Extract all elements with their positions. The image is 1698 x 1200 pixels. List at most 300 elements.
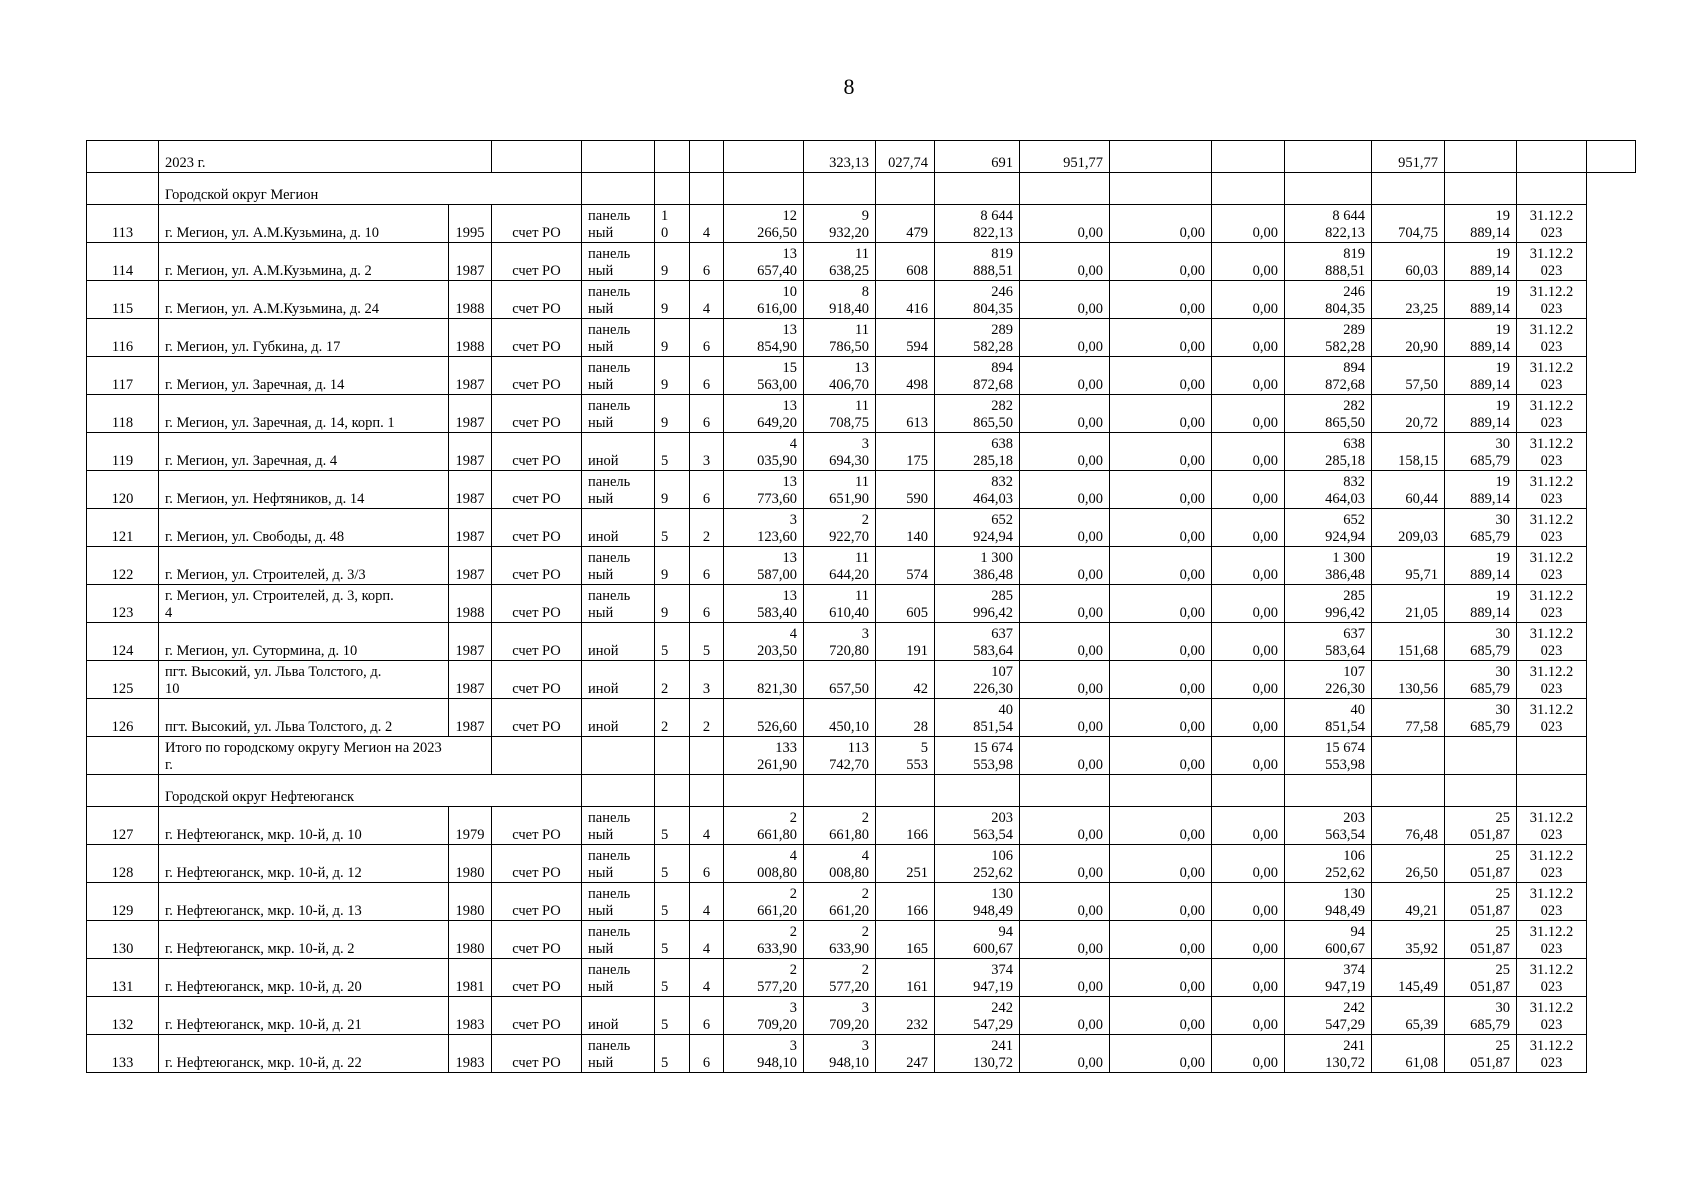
address-cell: г. Нефтеюганск, мкр. 10-й, д. 21 bbox=[159, 997, 449, 1035]
completion-date-cell: 31.12.2 023 bbox=[1517, 319, 1587, 357]
year-cell: 1987 bbox=[449, 661, 492, 699]
specific-cost-cell: 704,75 bbox=[1372, 205, 1445, 243]
funding-source-cell: счет РО bbox=[492, 433, 582, 471]
continuation-label: 2023 г. bbox=[159, 141, 492, 173]
specific-cost-cell: 65,39 bbox=[1372, 997, 1445, 1035]
cost-total-cell: 1 300 386,48 bbox=[935, 547, 1020, 585]
fund-cell: 0,00 bbox=[1020, 319, 1110, 357]
wall-material-cell: панель ный bbox=[582, 395, 655, 433]
floors-cell: 9 bbox=[655, 395, 690, 433]
empty-cell bbox=[582, 775, 655, 807]
row-number: 129 bbox=[87, 883, 159, 921]
wall-material-cell: панель ный bbox=[582, 585, 655, 623]
completion-date-cell: 31.12.2 023 bbox=[1517, 281, 1587, 319]
residents-cell: 166 bbox=[876, 883, 935, 921]
fund-cell: 0,00 bbox=[1020, 205, 1110, 243]
address-cell: г. Мегион, ул. Нефтяников, д. 14 bbox=[159, 471, 449, 509]
fund-cell: 0,00 bbox=[1020, 997, 1110, 1035]
year-cell: 1987 bbox=[449, 623, 492, 661]
empty-cell bbox=[655, 173, 690, 205]
entrances-cell: 2 bbox=[690, 509, 724, 547]
fund-cell: 0,00 bbox=[1212, 471, 1285, 509]
empty-cell bbox=[690, 737, 724, 775]
total-area-cell: 4 008,80 bbox=[724, 845, 804, 883]
owners-funds-cell: 40 851,54 bbox=[1285, 699, 1372, 737]
fund-cell: 0,00 bbox=[1110, 921, 1212, 959]
fund-cell: 0,00 bbox=[1110, 845, 1212, 883]
wall-material-cell: панель ный bbox=[582, 921, 655, 959]
floors-cell: 5 bbox=[655, 807, 690, 845]
fund-cell: 0,00 bbox=[1020, 661, 1110, 699]
floors-cell: 9 bbox=[655, 547, 690, 585]
fund-cell: 0,00 bbox=[1110, 395, 1212, 433]
row-number: 132 bbox=[87, 997, 159, 1035]
entrances-cell: 4 bbox=[690, 959, 724, 997]
table-row bbox=[87, 395, 1636, 433]
empty-cell bbox=[724, 173, 804, 205]
fund-cell: 0,00 bbox=[1212, 585, 1285, 623]
fund-cell: 0,00 bbox=[1020, 1035, 1110, 1073]
funding-source-cell: счет РО bbox=[492, 395, 582, 433]
address-cell: г. Мегион, ул. А.М.Кузьмина, д. 2 bbox=[159, 243, 449, 281]
empty-cell bbox=[935, 173, 1020, 205]
total-area-cell: 3 948,10 bbox=[724, 1035, 804, 1073]
row-number: 113 bbox=[87, 205, 159, 243]
fund-cell: 0,00 bbox=[1110, 883, 1212, 921]
fund-cell: 0,00 bbox=[1020, 281, 1110, 319]
funding-source-cell: счет РО bbox=[492, 243, 582, 281]
cost-limit-cell: 19 889,14 bbox=[1445, 205, 1517, 243]
fund-cell: 0,00 bbox=[1212, 737, 1285, 775]
fund-cell: 0,00 bbox=[1020, 243, 1110, 281]
cost-limit-cell: 25 051,87 bbox=[1445, 807, 1517, 845]
funding-source-cell: счет РО bbox=[492, 997, 582, 1035]
living-area-cell: 11 708,75 bbox=[804, 395, 876, 433]
address-cell: г. Мегион, ул. Строителей, д. 3/3 bbox=[159, 547, 449, 585]
entrances-cell: 3 bbox=[690, 661, 724, 699]
wall-material-cell: панель ный bbox=[582, 319, 655, 357]
year-cell: 1987 bbox=[449, 395, 492, 433]
total-area-cell: 3 123,60 bbox=[724, 509, 804, 547]
funding-source-cell: счет РО bbox=[492, 319, 582, 357]
fund-cell: 0,00 bbox=[1020, 699, 1110, 737]
continuation-cell: 027,74 bbox=[876, 141, 935, 173]
floors-cell: 9 bbox=[655, 281, 690, 319]
entrances-cell: 4 bbox=[690, 807, 724, 845]
address-cell: г. Мегион, ул. Свободы, д. 48 bbox=[159, 509, 449, 547]
address-cell: г. Нефтеюганск, мкр. 10-й, д. 12 bbox=[159, 845, 449, 883]
total-area-cell: 2 577,20 bbox=[724, 959, 804, 997]
total-area-cell: 4 035,90 bbox=[724, 433, 804, 471]
fund-cell: 0,00 bbox=[1212, 509, 1285, 547]
cost-limit-cell: 30 685,79 bbox=[1445, 661, 1517, 699]
living-area-cell: 11 638,25 bbox=[804, 243, 876, 281]
residents-cell: 161 bbox=[876, 959, 935, 997]
cost-limit-cell: 30 685,79 bbox=[1445, 699, 1517, 737]
entrances-cell: 6 bbox=[690, 471, 724, 509]
wall-material-cell: иной bbox=[582, 433, 655, 471]
living-area-cell: 2 922,70 bbox=[804, 509, 876, 547]
funding-source-cell: счет РО bbox=[492, 699, 582, 737]
entrances-cell: 4 bbox=[690, 205, 724, 243]
year-cell: 1987 bbox=[449, 243, 492, 281]
empty-cell bbox=[1285, 173, 1372, 205]
owners-funds-cell: 8 644 822,13 bbox=[1285, 205, 1372, 243]
cost-limit-cell: 30 685,79 bbox=[1445, 623, 1517, 661]
address-cell: г. Мегион, ул. А.М.Кузьмина, д. 24 bbox=[159, 281, 449, 319]
total-area-cell: 13 583,40 bbox=[724, 585, 804, 623]
entrances-cell: 6 bbox=[690, 997, 724, 1035]
continuation-cell: 951,77 bbox=[1020, 141, 1110, 173]
fund-cell: 0,00 bbox=[1110, 959, 1212, 997]
completion-date-cell: 31.12.2 023 bbox=[1517, 921, 1587, 959]
residents-cell: 590 bbox=[876, 471, 935, 509]
fund-cell: 0,00 bbox=[1212, 243, 1285, 281]
empty-cell bbox=[1517, 737, 1587, 775]
total-area-cell: 2 661,80 bbox=[724, 807, 804, 845]
funding-source-cell: счет РО bbox=[492, 585, 582, 623]
specific-cost-cell: 61,08 bbox=[1372, 1035, 1445, 1073]
fund-cell: 0,00 bbox=[1212, 997, 1285, 1035]
cost-limit-cell: 25 051,87 bbox=[1445, 845, 1517, 883]
empty-cell bbox=[690, 173, 724, 205]
residents-cell: 605 bbox=[876, 585, 935, 623]
fund-cell: 0,00 bbox=[1020, 807, 1110, 845]
cost-limit-cell: 19 889,14 bbox=[1445, 281, 1517, 319]
living-area-cell: 3 948,10 bbox=[804, 1035, 876, 1073]
living-area-cell: 2 633,90 bbox=[804, 921, 876, 959]
empty-cell bbox=[655, 775, 690, 807]
fund-cell: 0,00 bbox=[1110, 807, 1212, 845]
row-number: 118 bbox=[87, 395, 159, 433]
owners-funds-cell: 94 600,67 bbox=[1285, 921, 1372, 959]
entrances-cell: 6 bbox=[690, 547, 724, 585]
year-cell: 1987 bbox=[449, 509, 492, 547]
empty-cell bbox=[1372, 737, 1445, 775]
completion-date-cell: 31.12.2 023 bbox=[1517, 845, 1587, 883]
cost-limit-cell: 30 685,79 bbox=[1445, 509, 1517, 547]
fund-cell: 0,00 bbox=[1020, 471, 1110, 509]
year-cell: 1988 bbox=[449, 319, 492, 357]
section-header-row bbox=[87, 775, 1636, 807]
year-cell: 1980 bbox=[449, 921, 492, 959]
fund-cell: 0,00 bbox=[1110, 433, 1212, 471]
funding-source-cell: счет РО bbox=[492, 357, 582, 395]
fund-cell: 0,00 bbox=[1212, 395, 1285, 433]
living-area-cell: 11 651,90 bbox=[804, 471, 876, 509]
cost-limit-cell: 25 051,87 bbox=[1445, 921, 1517, 959]
completion-date-cell: 31.12.2 023 bbox=[1517, 395, 1587, 433]
section-header-row bbox=[87, 173, 1636, 205]
floors-cell: 5 bbox=[655, 509, 690, 547]
row-number: 114 bbox=[87, 243, 159, 281]
total-area-cell: 3 709,20 bbox=[724, 997, 804, 1035]
table-row bbox=[87, 319, 1636, 357]
table-row bbox=[87, 1035, 1636, 1073]
funding-source-cell: счет РО bbox=[492, 959, 582, 997]
table-row bbox=[87, 959, 1636, 997]
completion-date-cell: 31.12.2 023 bbox=[1517, 807, 1587, 845]
year-cell: 1987 bbox=[449, 547, 492, 585]
total-area-cell: 13 649,20 bbox=[724, 395, 804, 433]
wall-material-cell: панель ный bbox=[582, 471, 655, 509]
fund-cell: 0,00 bbox=[1110, 319, 1212, 357]
funding-source-cell: счет РО bbox=[492, 281, 582, 319]
table-row bbox=[87, 509, 1636, 547]
floors-cell: 2 bbox=[655, 661, 690, 699]
floors-cell: 9 bbox=[655, 357, 690, 395]
empty-cell bbox=[87, 737, 159, 775]
floors-cell: 9 bbox=[655, 243, 690, 281]
cost-total-cell: 819 888,51 bbox=[935, 243, 1020, 281]
address-cell: г. Нефтеюганск, мкр. 10-й, д. 20 bbox=[159, 959, 449, 997]
empty-cell bbox=[876, 775, 935, 807]
total-area-cell: 13 657,40 bbox=[724, 243, 804, 281]
cost-total-cell: 15 674 553,98 bbox=[935, 737, 1020, 775]
specific-cost-cell: 60,44 bbox=[1372, 471, 1445, 509]
owners-funds-cell: 130 948,49 bbox=[1285, 883, 1372, 921]
owners-funds-cell: 637 583,64 bbox=[1285, 623, 1372, 661]
fund-cell: 0,00 bbox=[1020, 433, 1110, 471]
completion-date-cell: 31.12.2 023 bbox=[1517, 547, 1587, 585]
fund-cell: 0,00 bbox=[1110, 471, 1212, 509]
completion-date-cell: 31.12.2 023 bbox=[1517, 433, 1587, 471]
cost-total-cell: 285 996,42 bbox=[935, 585, 1020, 623]
fund-cell: 0,00 bbox=[1212, 623, 1285, 661]
address-cell: г. Нефтеюганск, мкр. 10-й, д. 10 bbox=[159, 807, 449, 845]
table-row bbox=[87, 921, 1636, 959]
fund-cell: 0,00 bbox=[1110, 1035, 1212, 1073]
completion-date-cell: 31.12.2 023 bbox=[1517, 357, 1587, 395]
funding-source-cell: счет РО bbox=[492, 471, 582, 509]
owners-funds-cell: 15 674 553,98 bbox=[1285, 737, 1372, 775]
address-cell: г. Нефтеюганск, мкр. 10-й, д. 22 bbox=[159, 1035, 449, 1073]
owners-funds-cell: 289 582,28 bbox=[1285, 319, 1372, 357]
wall-material-cell: панель ный bbox=[582, 205, 655, 243]
residents-cell: 608 bbox=[876, 243, 935, 281]
row-number: 131 bbox=[87, 959, 159, 997]
owners-funds-cell: 285 996,42 bbox=[1285, 585, 1372, 623]
living-area-cell: 11 786,50 bbox=[804, 319, 876, 357]
address-cell: г. Мегион, ул. Губкина, д. 17 bbox=[159, 319, 449, 357]
empty-cell bbox=[1517, 775, 1587, 807]
empty-cell bbox=[1285, 775, 1372, 807]
specific-cost-cell: 21,05 bbox=[1372, 585, 1445, 623]
residents-cell: 191 bbox=[876, 623, 935, 661]
owners-funds-cell: 242 547,29 bbox=[1285, 997, 1372, 1035]
fund-cell: 0,00 bbox=[1212, 661, 1285, 699]
address-cell: пгт. Высокий, ул. Льва Толстого, д. 2 bbox=[159, 699, 449, 737]
fund-cell: 0,00 bbox=[1212, 807, 1285, 845]
cost-limit-cell: 19 889,14 bbox=[1445, 395, 1517, 433]
empty-cell bbox=[492, 737, 582, 775]
page-number: 8 bbox=[843, 74, 855, 99]
fund-cell: 0,00 bbox=[1212, 433, 1285, 471]
owners-funds-cell: 107 226,30 bbox=[1285, 661, 1372, 699]
fund-cell: 0,00 bbox=[1110, 509, 1212, 547]
empty-cell bbox=[1372, 775, 1445, 807]
address-cell: г. Мегион, ул. А.М.Кузьмина, д. 10 bbox=[159, 205, 449, 243]
living-area-cell: 13 406,70 bbox=[804, 357, 876, 395]
cost-total-cell: 8 644 822,13 bbox=[935, 205, 1020, 243]
row-number: 123 bbox=[87, 585, 159, 623]
living-area-cell: 11 610,40 bbox=[804, 585, 876, 623]
cost-limit-cell: 19 889,14 bbox=[1445, 547, 1517, 585]
living-area-cell: 2 577,20 bbox=[804, 959, 876, 997]
residents-cell: 479 bbox=[876, 205, 935, 243]
residents-cell: 140 bbox=[876, 509, 935, 547]
cost-total-cell: 130 948,49 bbox=[935, 883, 1020, 921]
fund-cell: 0,00 bbox=[1110, 243, 1212, 281]
completion-date-cell: 31.12.2 023 bbox=[1517, 959, 1587, 997]
entrances-cell: 6 bbox=[690, 319, 724, 357]
fund-cell: 0,00 bbox=[1212, 281, 1285, 319]
empty-cell bbox=[935, 775, 1020, 807]
empty-cell bbox=[1372, 173, 1445, 205]
total-row bbox=[87, 737, 1636, 775]
row-number: 126 bbox=[87, 699, 159, 737]
empty-cell bbox=[1445, 737, 1517, 775]
owners-funds-cell: 652 924,94 bbox=[1285, 509, 1372, 547]
fund-cell: 0,00 bbox=[1020, 509, 1110, 547]
table-row bbox=[87, 883, 1636, 921]
wall-material-cell: иной bbox=[582, 661, 655, 699]
year-cell: 1980 bbox=[449, 883, 492, 921]
floors-cell: 9 bbox=[655, 585, 690, 623]
funding-source-cell: счет РО bbox=[492, 807, 582, 845]
specific-cost-cell: 158,15 bbox=[1372, 433, 1445, 471]
fund-cell: 0,00 bbox=[1110, 357, 1212, 395]
year-cell: 1987 bbox=[449, 471, 492, 509]
completion-date-cell: 31.12.2 023 bbox=[1517, 205, 1587, 243]
specific-cost-cell: 23,25 bbox=[1372, 281, 1445, 319]
funding-source-cell: счет РО bbox=[492, 883, 582, 921]
total-area-cell: 15 563,00 bbox=[724, 357, 804, 395]
fund-cell: 0,00 bbox=[1020, 547, 1110, 585]
table-row bbox=[87, 357, 1636, 395]
completion-date-cell: 31.12.2 023 bbox=[1517, 699, 1587, 737]
living-area-cell: 450,10 bbox=[804, 699, 876, 737]
total-area-cell: 526,60 bbox=[724, 699, 804, 737]
fund-cell: 0,00 bbox=[1020, 623, 1110, 661]
residents-cell: 28 bbox=[876, 699, 935, 737]
row-number: 124 bbox=[87, 623, 159, 661]
empty-cell bbox=[1445, 173, 1517, 205]
living-area-cell: 657,50 bbox=[804, 661, 876, 699]
table-row bbox=[87, 205, 1636, 243]
owners-funds-cell: 203 563,54 bbox=[1285, 807, 1372, 845]
specific-cost-cell: 76,48 bbox=[1372, 807, 1445, 845]
address-cell: г. Мегион, ул. Заречная, д. 14, корп. 1 bbox=[159, 395, 449, 433]
fund-cell: 0,00 bbox=[1212, 319, 1285, 357]
year-cell: 1983 bbox=[449, 997, 492, 1035]
cost-total-cell: 241 130,72 bbox=[935, 1035, 1020, 1073]
empty-cell bbox=[87, 775, 159, 807]
entrances-cell: 6 bbox=[690, 357, 724, 395]
wall-material-cell: панель ный bbox=[582, 547, 655, 585]
fund-cell: 0,00 bbox=[1020, 395, 1110, 433]
specific-cost-cell: 209,03 bbox=[1372, 509, 1445, 547]
year-cell: 1988 bbox=[449, 585, 492, 623]
owners-funds-cell: 282 865,50 bbox=[1285, 395, 1372, 433]
address-cell: г. Мегион, ул. Заречная, д. 14 bbox=[159, 357, 449, 395]
floors-cell: 5 bbox=[655, 997, 690, 1035]
specific-cost-cell: 49,21 bbox=[1372, 883, 1445, 921]
row-number: 128 bbox=[87, 845, 159, 883]
funding-source-cell: счет РО bbox=[492, 547, 582, 585]
address-cell: г. Мегион, ул. Заречная, д. 4 bbox=[159, 433, 449, 471]
funding-source-cell: счет РО bbox=[492, 623, 582, 661]
floors-cell: 5 bbox=[655, 921, 690, 959]
residents-cell: 166 bbox=[876, 807, 935, 845]
living-area-cell: 3 694,30 bbox=[804, 433, 876, 471]
year-cell: 1988 bbox=[449, 281, 492, 319]
entrances-cell: 6 bbox=[690, 585, 724, 623]
funding-source-cell: счет РО bbox=[492, 509, 582, 547]
wall-material-cell: панель ный bbox=[582, 357, 655, 395]
address-cell: г. Мегион, ул. Сутормина, д. 10 bbox=[159, 623, 449, 661]
floors-cell: 5 bbox=[655, 433, 690, 471]
fund-cell: 0,00 bbox=[1110, 281, 1212, 319]
total-area-cell: 133 261,90 bbox=[724, 737, 804, 775]
table-row bbox=[87, 699, 1636, 737]
living-area-cell: 9 932,20 bbox=[804, 205, 876, 243]
living-area-cell: 11 644,20 bbox=[804, 547, 876, 585]
completion-date-cell: 31.12.2 023 bbox=[1517, 997, 1587, 1035]
owners-funds-cell: 106 252,62 bbox=[1285, 845, 1372, 883]
table-row bbox=[87, 807, 1636, 845]
cost-limit-cell: 19 889,14 bbox=[1445, 585, 1517, 623]
floors-cell: 9 bbox=[655, 471, 690, 509]
total-area-cell: 2 661,20 bbox=[724, 883, 804, 921]
year-cell: 1987 bbox=[449, 699, 492, 737]
address-cell: пгт. Высокий, ул. Льва Толстого, д. 10 bbox=[159, 661, 449, 699]
specific-cost-cell: 60,03 bbox=[1372, 243, 1445, 281]
empty-cell bbox=[1020, 173, 1110, 205]
specific-cost-cell: 35,92 bbox=[1372, 921, 1445, 959]
owners-funds-cell: 241 130,72 bbox=[1285, 1035, 1372, 1073]
continuation-cell: 323,13 bbox=[804, 141, 876, 173]
empty-cell bbox=[804, 775, 876, 807]
fund-cell: 0,00 bbox=[1020, 585, 1110, 623]
cost-limit-cell: 19 889,14 bbox=[1445, 243, 1517, 281]
table-row bbox=[87, 661, 1636, 699]
specific-cost-cell: 145,49 bbox=[1372, 959, 1445, 997]
wall-material-cell: панель ный bbox=[582, 281, 655, 319]
entrances-cell: 6 bbox=[690, 243, 724, 281]
specific-cost-cell: 20,90 bbox=[1372, 319, 1445, 357]
total-area-cell: 12 266,50 bbox=[724, 205, 804, 243]
entrances-cell: 3 bbox=[690, 433, 724, 471]
empty-cell bbox=[1020, 775, 1110, 807]
completion-date-cell: 31.12.2 023 bbox=[1517, 509, 1587, 547]
continuation-cell: 951,77 bbox=[1372, 141, 1445, 173]
wall-material-cell: иной bbox=[582, 509, 655, 547]
entrances-cell: 4 bbox=[690, 883, 724, 921]
address-cell: г. Мегион, ул. Строителей, д. 3, корп. 4 bbox=[159, 585, 449, 623]
table-row bbox=[87, 997, 1636, 1035]
living-area-cell: 113 742,70 bbox=[804, 737, 876, 775]
funding-source-cell: счет РО bbox=[492, 205, 582, 243]
specific-cost-cell: 20,72 bbox=[1372, 395, 1445, 433]
completion-date-cell: 31.12.2 023 bbox=[1517, 585, 1587, 623]
section-title: Городской округ Мегион bbox=[159, 173, 582, 205]
table-row bbox=[87, 845, 1636, 883]
cost-total-cell: 246 804,35 bbox=[935, 281, 1020, 319]
fund-cell: 0,00 bbox=[1020, 921, 1110, 959]
living-area-cell: 2 661,20 bbox=[804, 883, 876, 921]
completion-date-cell: 31.12.2 023 bbox=[1517, 243, 1587, 281]
